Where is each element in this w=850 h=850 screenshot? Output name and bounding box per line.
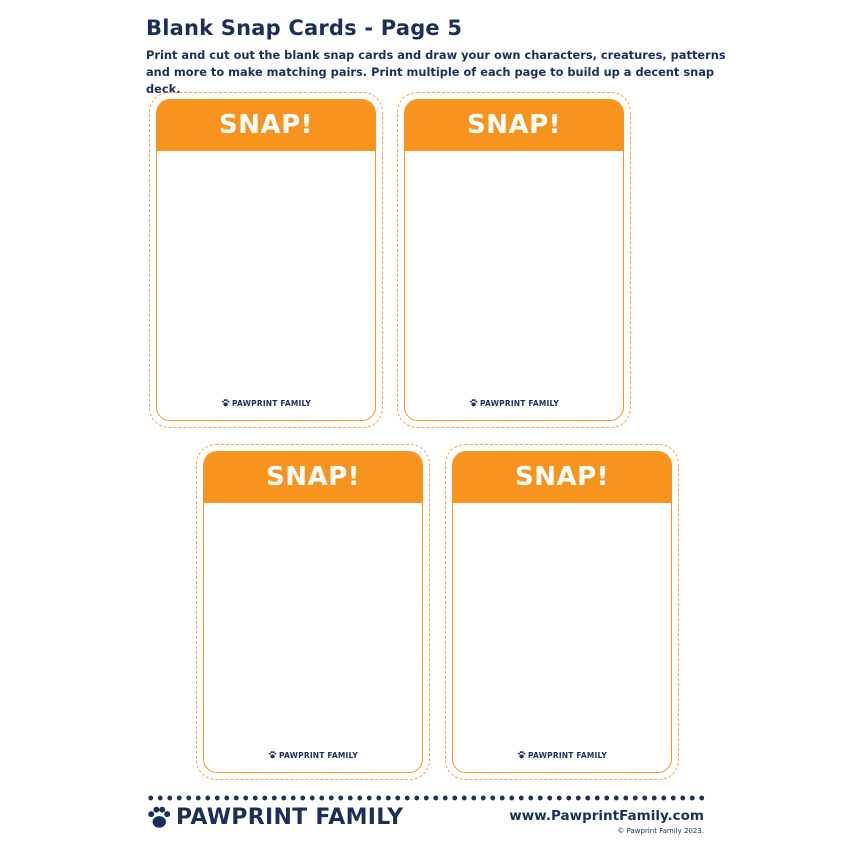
card-brand bbox=[204, 751, 422, 760]
snap-card-3 bbox=[203, 451, 423, 773]
page-description: Print and cut out the blank snap cards and draw your own characters, creatures, patterns and more to make matching pairs. Print multiple of each page to build up a decent snap deck. bbox=[146, 48, 726, 96]
footer-website-link[interactable]: www.PawprintFamily.com bbox=[509, 808, 704, 824]
snap-card-1 bbox=[156, 99, 376, 421]
card-title: SNAP! bbox=[218, 110, 314, 140]
card-title: SNAP! bbox=[514, 462, 610, 492]
cut-line-card-2 bbox=[397, 92, 631, 428]
footer-logo bbox=[146, 805, 403, 830]
paw-print-icon bbox=[146, 806, 172, 830]
card-header bbox=[453, 452, 671, 503]
card-brand-text: PAWPRINT FAMILY bbox=[232, 399, 311, 408]
card-title: SNAP! bbox=[466, 110, 562, 140]
cut-line-card-4 bbox=[445, 444, 679, 780]
card-brand bbox=[157, 399, 375, 408]
card-brand bbox=[453, 751, 671, 760]
snap-card-2 bbox=[404, 99, 624, 421]
card-brand-text: PAWPRINT FAMILY bbox=[279, 751, 358, 760]
card-brand-text: PAWPRINT FAMILY bbox=[528, 751, 607, 760]
card-brand-text: PAWPRINT FAMILY bbox=[480, 399, 559, 408]
footer-logo-text: PAWPRINT FAMILY bbox=[176, 805, 404, 830]
cut-line-card-1 bbox=[149, 92, 383, 428]
paw-print-icon bbox=[221, 399, 230, 407]
card-header bbox=[405, 100, 623, 151]
dotted-divider bbox=[146, 795, 706, 801]
paw-print-icon bbox=[517, 751, 526, 759]
card-brand bbox=[405, 399, 623, 408]
card-header bbox=[204, 452, 422, 503]
page-title: Blank Snap Cards - Page 5 bbox=[146, 16, 463, 40]
snap-card-4 bbox=[452, 451, 672, 773]
cut-line-card-3 bbox=[196, 444, 430, 780]
footer-copyright: © Pawprint Family 2023. bbox=[617, 827, 704, 835]
card-title: SNAP! bbox=[265, 462, 361, 492]
card-header bbox=[157, 100, 375, 151]
paw-print-icon bbox=[469, 399, 478, 407]
paw-print-icon bbox=[268, 751, 277, 759]
